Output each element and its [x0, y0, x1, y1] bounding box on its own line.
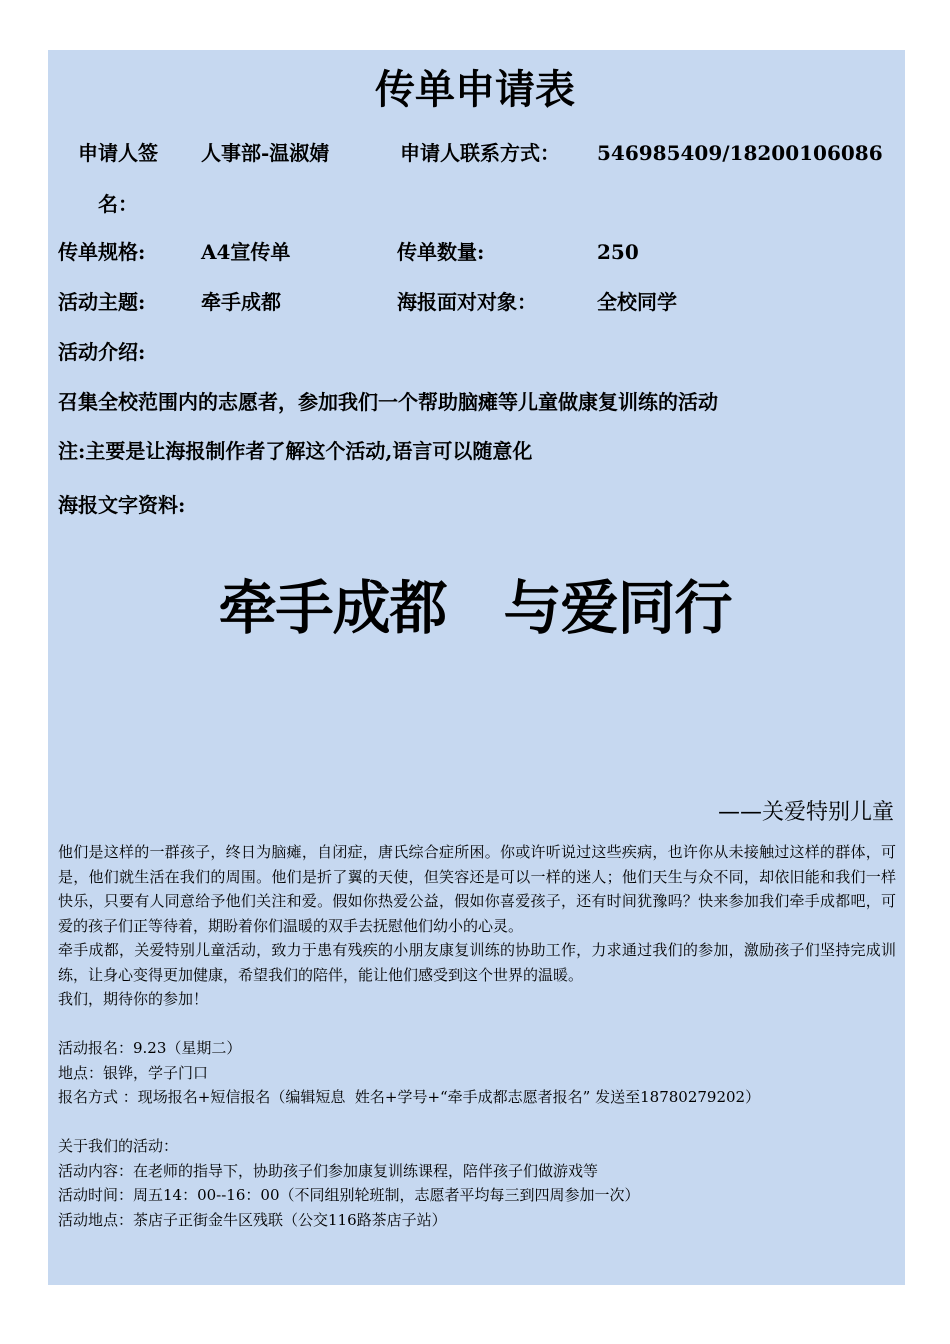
about-place: 活动地点：茶店子正街金牛区残联（公交116路茶店子站）: [58, 1210, 447, 1229]
signup-method: 报名方式 ：现场报名+短信报名（编辑短息 姓名+学号+“牵手成都志愿者报名” 发送至18780279202）: [58, 1088, 761, 1106]
quantity-value: 250: [597, 240, 639, 264]
applicant-sign-label: 申请人签: [78, 141, 158, 165]
poster-label: 海报文字资料:: [58, 493, 186, 517]
theme-label: 活动主题:: [58, 290, 146, 314]
body-paragraph: 我们，期待你的参加！: [58, 990, 209, 1008]
spacer: [58, 1012, 896, 1037]
applicant-contact-label: 申请人联系方式：: [400, 141, 560, 165]
spacer: [58, 1110, 896, 1135]
poster-headline: 牵手成都 与爱同行: [218, 574, 732, 642]
signup-location: 地点：银铧，学子门口: [58, 1063, 209, 1082]
about-time: 活动时间：周五14：00--16：00（不同组别轮班制，志愿者平均每三到四周参加一次）: [58, 1186, 640, 1204]
intro-note: 注:主要是让海报制作者了解这个活动,语言可以随意化: [58, 439, 533, 463]
audience-value: 全校同学: [597, 290, 677, 314]
audience-label: 海报面对对象：: [397, 290, 537, 314]
poster-body: [58, 840, 896, 1232]
about-content: 活动内容：在老师的指导下，协助孩子们参加康复训练课程，陪伴孩子们做游戏等: [58, 1161, 599, 1180]
intro-label: 活动介绍:: [58, 340, 146, 364]
applicant-sign-value: 人事部-温淑婧: [201, 141, 330, 165]
spec-label: 传单规格:: [58, 240, 146, 264]
applicant-contact-value: 546985409/18200106086: [597, 141, 883, 165]
intro-text: 召集全校范围内的志愿者，参加我们一个帮助脑瘫等儿童做康复训练的活动: [58, 390, 718, 414]
page-title: 传单申请表: [375, 67, 575, 113]
applicant-sign-label-cont: 名：: [98, 192, 138, 216]
body-paragraph: 他们是这样的一群孩子，终日为脑瘫，自闭症，唐氏综合症所困。你或许听说过这些疾病，也许你从未接触过这样的群体，可是，他们就生活在我们的周围。他们是折了翼的天使，但笑容还是可以一样的迷人；他们天生与众不同，却依旧能和我们一样快乐，只要有人同意给予他们关注和爱。假如你热爱公益，假如你喜爱孩子，还有时间犹豫吗？快来参加我们牵手成都吧，可爱的孩子们正等待着，期盼着你们温暖的双手去抚慰他们幼小的心灵。: [58, 843, 896, 935]
about-label: 关于我们的活动：: [58, 1137, 179, 1155]
body-paragraph: 牵手成都，关爱特别儿童活动，致力于患有残疾的小朋友康复训练的协助工作，力求通过我们的参加，激励孩子们坚持完成训练，让身心变得更加健康，希望我们的陪伴，能让他们感受到这个世界的温暖。: [58, 941, 896, 984]
poster-signature: ——关爱特别儿童: [717, 800, 894, 825]
signup-date: 活动报名：9.23（星期二）: [58, 1039, 242, 1057]
quantity-label: 传单数量:: [397, 240, 485, 264]
spec-value: A4宣传单: [201, 240, 291, 264]
theme-value: 牵手成都: [201, 290, 281, 314]
